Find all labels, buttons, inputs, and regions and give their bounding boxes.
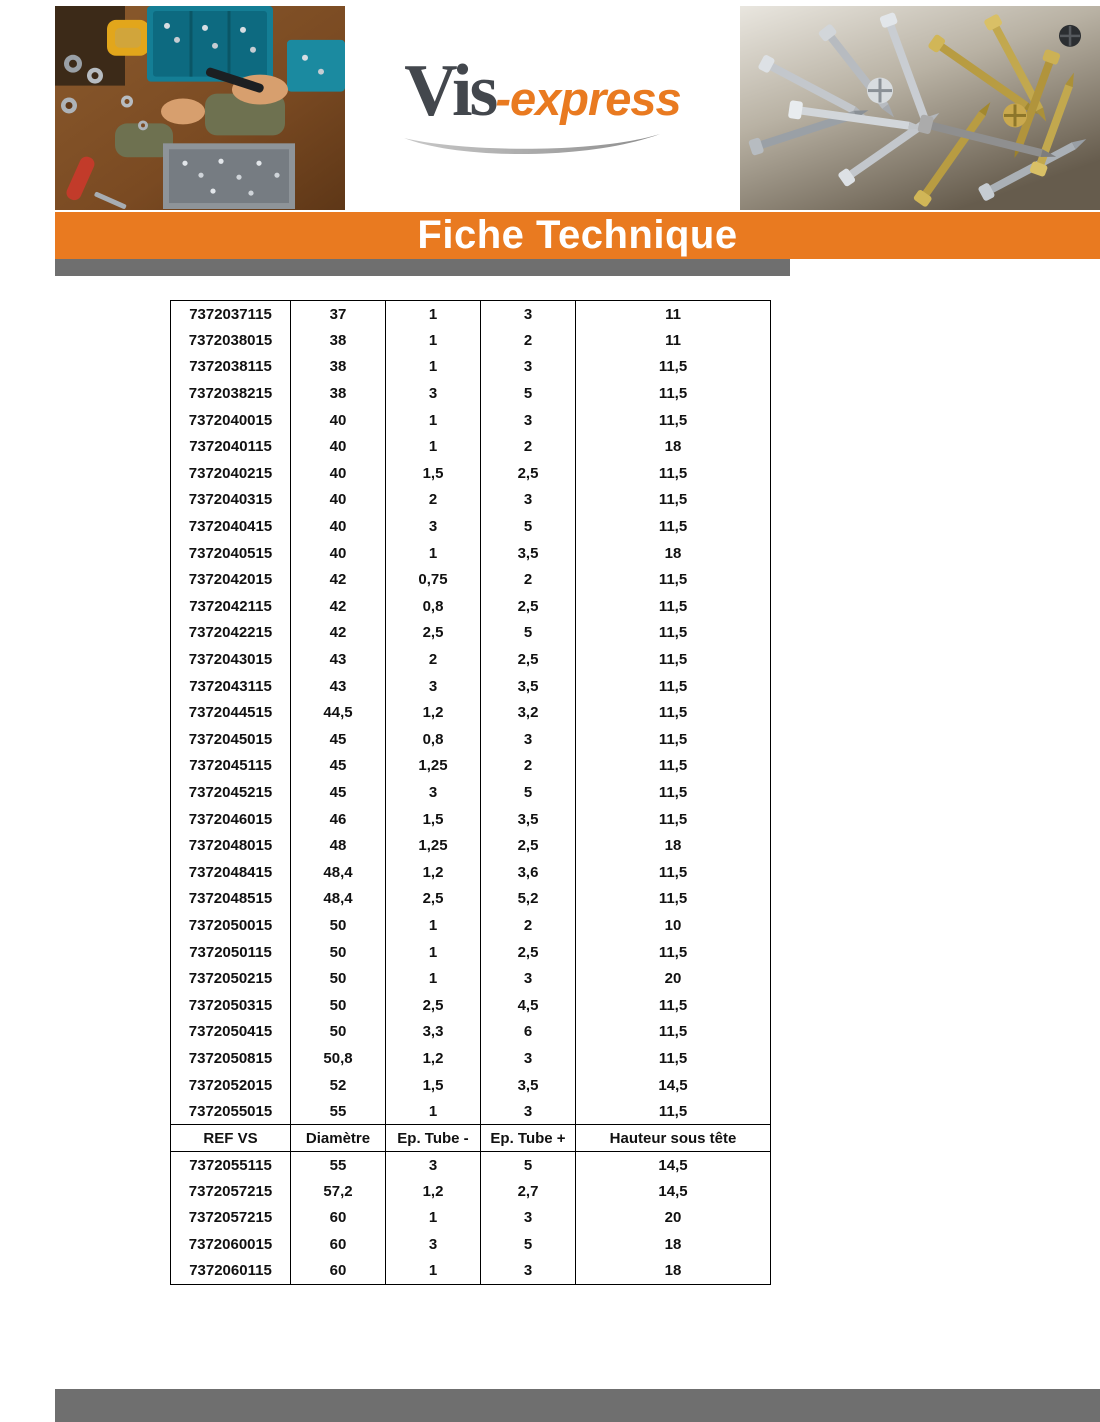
table-cell: 11,5 <box>576 699 771 726</box>
logo-swoosh-graphic <box>400 132 665 162</box>
table-row <box>171 1072 771 1099</box>
table-cell: 3 <box>481 1098 576 1125</box>
table-cell: 7372040515 <box>171 540 291 567</box>
table-cell: 5 <box>481 513 576 540</box>
table-cell: 3,2 <box>481 699 576 726</box>
table-cell: 2 <box>386 487 481 514</box>
table-cell: 14,5 <box>576 1152 771 1179</box>
spec-table-body <box>171 301 771 1285</box>
table-cell: 3 <box>386 380 481 407</box>
table-cell: 11,5 <box>576 753 771 780</box>
table-row <box>171 646 771 673</box>
table-cell: 18 <box>576 433 771 460</box>
table-cell: 2,5 <box>386 620 481 647</box>
table-cell: 1,2 <box>386 699 481 726</box>
table-cell: 20 <box>576 965 771 992</box>
table-cell: 5 <box>481 620 576 647</box>
table-cell: 11,5 <box>576 460 771 487</box>
table-cell: 7372055115 <box>171 1152 291 1179</box>
table-cell: 45 <box>291 779 386 806</box>
table-row <box>171 965 771 992</box>
table-cell: 2,7 <box>481 1178 576 1205</box>
table-cell: 18 <box>576 832 771 859</box>
table-cell: 11,5 <box>576 620 771 647</box>
table-cell: 3 <box>481 1045 576 1072</box>
table-cell: 0,8 <box>386 726 481 753</box>
table-cell: 3 <box>481 726 576 753</box>
table-cell: 7372038115 <box>171 354 291 381</box>
table-cell: 2 <box>481 566 576 593</box>
table-row <box>171 673 771 700</box>
table-cell: 7372048415 <box>171 859 291 886</box>
table-cell: 11,5 <box>576 380 771 407</box>
table-cell: 7372050415 <box>171 1019 291 1046</box>
column-header-cell: Diamètre <box>291 1125 386 1152</box>
footer-bar <box>55 1389 1100 1422</box>
table-cell: 2 <box>386 646 481 673</box>
table-cell: 43 <box>291 646 386 673</box>
table-cell: 50 <box>291 912 386 939</box>
table-cell: 7372040215 <box>171 460 291 487</box>
table-cell: 1 <box>386 939 481 966</box>
table-cell: 3 <box>481 354 576 381</box>
table-cell: 2,5 <box>481 939 576 966</box>
table-cell: 11,5 <box>576 1045 771 1072</box>
table-cell: 1,2 <box>386 1045 481 1072</box>
table-cell: 3,5 <box>481 1072 576 1099</box>
table-cell: 11,5 <box>576 779 771 806</box>
table-cell: 5 <box>481 1231 576 1258</box>
table-cell: 38 <box>291 380 386 407</box>
column-header-cell: Ep. Tube + <box>481 1125 576 1152</box>
table-cell: 7372057215 <box>171 1205 291 1232</box>
table-cell: 1 <box>386 301 481 328</box>
table-cell: 7372055015 <box>171 1098 291 1125</box>
table-cell: 7372042015 <box>171 566 291 593</box>
table-cell: 11,5 <box>576 939 771 966</box>
table-cell: 3 <box>481 407 576 434</box>
table-cell: 5 <box>481 779 576 806</box>
table-row <box>171 806 771 833</box>
table-cell: 1 <box>386 1205 481 1232</box>
table-cell: 7372040415 <box>171 513 291 540</box>
table-cell: 3,5 <box>481 540 576 567</box>
table-cell: 37 <box>291 301 386 328</box>
table-row <box>171 354 771 381</box>
table-cell: 7372057215 <box>171 1178 291 1205</box>
table-cell: 14,5 <box>576 1072 771 1099</box>
spec-table <box>170 300 771 1285</box>
gray-divider-bar <box>55 259 790 276</box>
table-cell: 7372045215 <box>171 779 291 806</box>
table-cell: 3,3 <box>386 1019 481 1046</box>
screws-photo <box>740 6 1100 210</box>
table-row <box>171 1019 771 1046</box>
table-cell: 3 <box>481 1258 576 1285</box>
table-row <box>171 1205 771 1232</box>
table-cell: 2,5 <box>481 832 576 859</box>
table-cell: 42 <box>291 566 386 593</box>
table-cell: 1,2 <box>386 859 481 886</box>
table-row <box>171 1098 771 1125</box>
banner <box>55 212 1100 259</box>
table-cell: 50 <box>291 939 386 966</box>
table-cell: 42 <box>291 593 386 620</box>
table-cell: 60 <box>291 1231 386 1258</box>
table-cell: 11 <box>576 327 771 354</box>
table-cell: 40 <box>291 487 386 514</box>
table-cell: 14,5 <box>576 1178 771 1205</box>
table-cell: 46 <box>291 806 386 833</box>
table-cell: 3 <box>386 779 481 806</box>
column-header-cell: Hauteur sous tête <box>576 1125 771 1152</box>
table-cell: 7372060115 <box>171 1258 291 1285</box>
table-cell: 48 <box>291 832 386 859</box>
table-cell: 7372040315 <box>171 487 291 514</box>
table-row <box>171 753 771 780</box>
table-cell: 11,5 <box>576 726 771 753</box>
table-cell: 5,2 <box>481 886 576 913</box>
table-cell: 7372037115 <box>171 301 291 328</box>
brand-name-main: Vis <box>404 50 496 132</box>
table-cell: 1 <box>386 540 481 567</box>
table-cell: 1 <box>386 912 481 939</box>
table-cell: 1 <box>386 965 481 992</box>
table-cell: 3 <box>481 965 576 992</box>
table-cell: 55 <box>291 1098 386 1125</box>
table-cell: 11 <box>576 301 771 328</box>
table-cell: 3 <box>481 487 576 514</box>
table-row <box>171 1231 771 1258</box>
table-cell: 52 <box>291 1072 386 1099</box>
table-cell: 11,5 <box>576 487 771 514</box>
table-cell: 43 <box>291 673 386 700</box>
column-header-cell: Ep. Tube - <box>386 1125 481 1152</box>
table-cell: 50,8 <box>291 1045 386 1072</box>
table-cell: 3 <box>481 1205 576 1232</box>
table-cell: 1 <box>386 327 481 354</box>
workbench-photo-graphic <box>55 6 345 210</box>
table-cell: 42 <box>291 620 386 647</box>
table-row <box>171 832 771 859</box>
table-cell: 50 <box>291 965 386 992</box>
table-cell: 45 <box>291 726 386 753</box>
table-cell: 1 <box>386 433 481 460</box>
table-cell: 40 <box>291 513 386 540</box>
table-cell: 3,6 <box>481 859 576 886</box>
table-cell: 6 <box>481 1019 576 1046</box>
table-cell: 40 <box>291 433 386 460</box>
table-cell: 7372043115 <box>171 673 291 700</box>
table-cell: 7372050115 <box>171 939 291 966</box>
table-cell: 7372050815 <box>171 1045 291 1072</box>
table-cell: 11,5 <box>576 806 771 833</box>
table-cell: 18 <box>576 1258 771 1285</box>
table-cell: 11,5 <box>576 992 771 1019</box>
table-cell: 7372040015 <box>171 407 291 434</box>
table-row <box>171 1258 771 1285</box>
table-cell: 2 <box>481 912 576 939</box>
table-cell: 11,5 <box>576 673 771 700</box>
banner-title: Fiche Technique <box>417 213 738 257</box>
table-cell: 11,5 <box>576 566 771 593</box>
table-cell: 3 <box>481 301 576 328</box>
table-cell: 57,2 <box>291 1178 386 1205</box>
table-cell: 11,5 <box>576 354 771 381</box>
table-cell: 7372045015 <box>171 726 291 753</box>
table-cell: 7372046015 <box>171 806 291 833</box>
table-cell: 7372050215 <box>171 965 291 992</box>
table-cell: 7372043015 <box>171 646 291 673</box>
table-cell: 7372042215 <box>171 620 291 647</box>
table-cell: 50 <box>291 992 386 1019</box>
table-cell: 7372052015 <box>171 1072 291 1099</box>
table-row <box>171 540 771 567</box>
table-cell: 7372060015 <box>171 1231 291 1258</box>
table-cell: 2,5 <box>481 593 576 620</box>
table-row <box>171 327 771 354</box>
table-cell: 7372038015 <box>171 327 291 354</box>
table-cell: 2 <box>481 327 576 354</box>
table-row <box>171 566 771 593</box>
table-cell: 2,5 <box>386 886 481 913</box>
table-cell: 7372048515 <box>171 886 291 913</box>
table-row <box>171 487 771 514</box>
table-cell: 11,5 <box>576 593 771 620</box>
table-cell: 7372050015 <box>171 912 291 939</box>
table-cell: 44,5 <box>291 699 386 726</box>
table-row <box>171 433 771 460</box>
table-row <box>171 992 771 1019</box>
table-cell: 1,5 <box>386 1072 481 1099</box>
table-cell: 1 <box>386 354 481 381</box>
table-cell: 3,5 <box>481 806 576 833</box>
table-cell: 7372050315 <box>171 992 291 1019</box>
table-cell: 50 <box>291 1019 386 1046</box>
table-cell: 40 <box>291 407 386 434</box>
brand-name-suffix: -express <box>495 72 681 125</box>
table-cell: 20 <box>576 1205 771 1232</box>
table-row <box>171 513 771 540</box>
table-header-row <box>171 1125 771 1152</box>
workbench-photo <box>55 6 345 210</box>
table-cell: 55 <box>291 1152 386 1179</box>
table-cell: 10 <box>576 912 771 939</box>
table-cell: 3,5 <box>481 673 576 700</box>
table-row <box>171 859 771 886</box>
brand-wordmark <box>404 50 681 132</box>
table-row <box>171 912 771 939</box>
table-cell: 40 <box>291 460 386 487</box>
table-cell: 7372048015 <box>171 832 291 859</box>
table-cell: 0,8 <box>386 593 481 620</box>
table-cell: 2,5 <box>386 992 481 1019</box>
table-row <box>171 939 771 966</box>
table-cell: 7372038215 <box>171 380 291 407</box>
table-cell: 7372044515 <box>171 699 291 726</box>
table-row <box>171 407 771 434</box>
table-cell: 11,5 <box>576 407 771 434</box>
table-cell: 45 <box>291 753 386 780</box>
table-cell: 48,4 <box>291 886 386 913</box>
table-row <box>171 301 771 328</box>
table-cell: 38 <box>291 354 386 381</box>
table-row <box>171 460 771 487</box>
table-cell: 7372042115 <box>171 593 291 620</box>
screws-photo-graphic <box>740 6 1100 210</box>
table-row <box>171 1152 771 1179</box>
table-cell: 1,25 <box>386 832 481 859</box>
table-cell: 1 <box>386 407 481 434</box>
column-header-cell: REF VS <box>171 1125 291 1152</box>
table-cell: 48,4 <box>291 859 386 886</box>
table-cell: 11,5 <box>576 646 771 673</box>
table-cell: 1,25 <box>386 753 481 780</box>
table-cell: 1,2 <box>386 1178 481 1205</box>
table-row <box>171 1178 771 1205</box>
table-row <box>171 779 771 806</box>
table-row <box>171 699 771 726</box>
table-cell: 1,5 <box>386 460 481 487</box>
table-row <box>171 886 771 913</box>
page-header <box>55 6 1100 210</box>
table-cell: 2 <box>481 433 576 460</box>
table-cell: 11,5 <box>576 886 771 913</box>
table-cell: 4,5 <box>481 992 576 1019</box>
table-row <box>171 593 771 620</box>
table-cell: 2,5 <box>481 460 576 487</box>
table-cell: 18 <box>576 540 771 567</box>
table-cell: 11,5 <box>576 1098 771 1125</box>
table-cell: 11,5 <box>576 513 771 540</box>
table-cell: 11,5 <box>576 1019 771 1046</box>
table-cell: 38 <box>291 327 386 354</box>
logo <box>345 6 740 210</box>
table-row <box>171 380 771 407</box>
table-cell: 1 <box>386 1098 481 1125</box>
table-row <box>171 620 771 647</box>
table-row <box>171 1045 771 1072</box>
table-cell: 60 <box>291 1205 386 1232</box>
table-cell: 1 <box>386 1258 481 1285</box>
table-cell: 7372040115 <box>171 433 291 460</box>
table-cell: 2,5 <box>481 646 576 673</box>
table-cell: 3 <box>386 1152 481 1179</box>
table-cell: 5 <box>481 380 576 407</box>
table-cell: 0,75 <box>386 566 481 593</box>
table-cell: 3 <box>386 673 481 700</box>
table-cell: 60 <box>291 1258 386 1285</box>
table-cell: 3 <box>386 513 481 540</box>
table-cell: 7372045115 <box>171 753 291 780</box>
table-cell: 11,5 <box>576 859 771 886</box>
table-cell: 2 <box>481 753 576 780</box>
table-cell: 1,5 <box>386 806 481 833</box>
table-cell: 3 <box>386 1231 481 1258</box>
table-cell: 5 <box>481 1152 576 1179</box>
table-cell: 40 <box>291 540 386 567</box>
table-row <box>171 726 771 753</box>
table-cell: 18 <box>576 1231 771 1258</box>
